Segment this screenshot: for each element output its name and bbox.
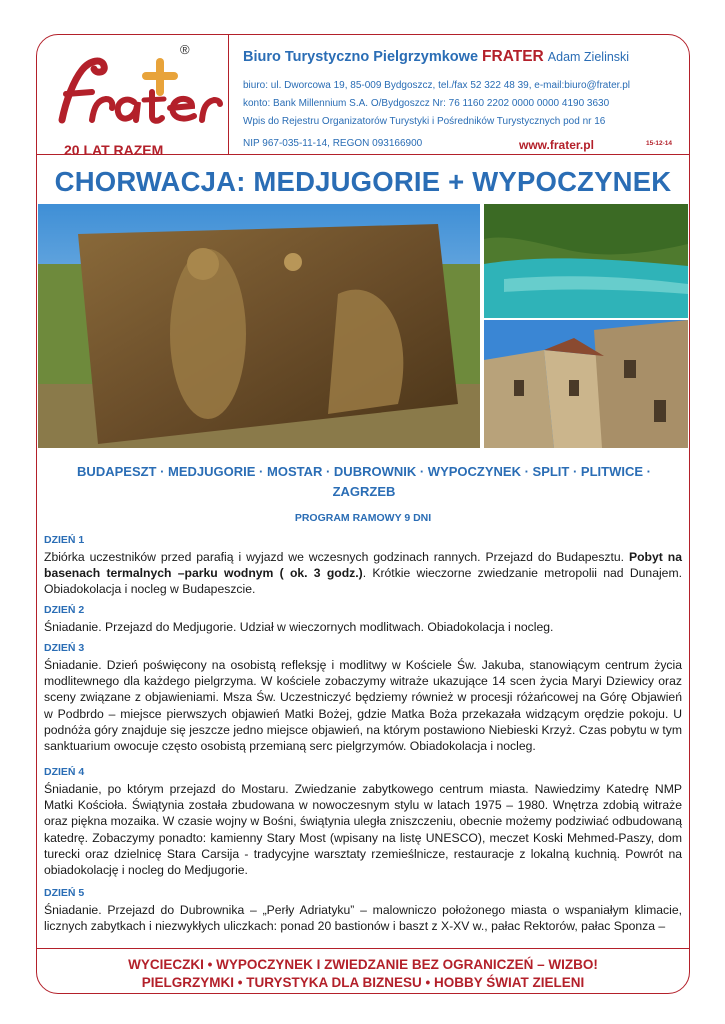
company-name [243,48,629,66]
page-title: CHORWACJA: MEDJUGORIE + WYPOCZYNEK [54,166,672,197]
footer-line-1: WYCIECZKI • WYPOCZYNEK I ZWIEDZANIE BEZ OGRANICZEŃ – WIZBO! [128,957,598,972]
day-heading: DZIEŃ 1 [44,534,85,546]
day-2 [44,604,682,635]
company-prefix: Biuro Turystyczno Pielgrzymkowe [243,49,479,65]
day-3 [44,642,682,754]
day-heading: DZIEŃ 4 [44,766,85,778]
day-description: Zbiórka uczestników przed parafią i wyjazd we wczesnych godzinach rannych. Przejazd do Budapesztu. Pobyt na basenach termalnych –parku wodnym ( ok. 3 godz.). Krótkie wieczorne zwiedzanie metropolii nad Dunajem. Obiadokolacja i nocleg w Budapeszcie. [44,550,682,597]
anniversary-label: 20 LAT RAZEM [64,142,164,158]
footer-line-2: PIELGRZYMKI • TURYSTYKA DLA BIZNESU • HOBBY ŚWIAT ZIELENI [141,975,585,990]
day-description: Śniadanie. Przejazd do Medjugorie. Udział w wieczornych modlitwach. Obiadokolacja i nocleg. [44,620,554,634]
day-5 [44,887,682,934]
register-line: Wpis do Rejestru Organizatorów Turystyki i Pośredników Turystycznych pod nr 16 [243,116,606,127]
lake-photo [484,204,688,318]
frater-logo [52,42,227,137]
company-brand: FRATER [482,48,544,65]
document-date: 15-12-14 [646,140,673,147]
day-description: Śniadanie, po którym przejazd do Mostaru. Zwiedzanie zabytkowego centrum miasta. Nawiedzimy Katedrę NMP Matki Kościoła. Świątynia została zbudowana w nowoczesnym stylu w latach 1975 – 1980. Wnętrza zdobią witraże oraz piękna mozaika. W czasie wojny w Bośni, świątynia uległa zniszczeniu, obecnie możemy podziwiać odbudowaną katedrę. Zobaczymy ponadto: kamienny Stary Most (wpisany na listę UNESCO), meczet Koski Mehmed-Paszy, dom turecki oraz dzielnicę Stara Carsija - tradycyjne warsztaty rzemieślnicze, restauracje z lokalną kuchnią. Powrót na obiadokolację i nocleg do Medjugorie. [44,782,682,878]
route-list: BUDAPESZT · MEDJUGORIE · MOSTAR · DUBROWNIK · WYPOCZYNEK · SPLIT · PLITWICE · ZAGRZEB [77,464,651,499]
registered-mark: ® [180,42,190,57]
bank-line: konto: Bank Millennium S.A. O/Bydgoszcz Nr: 76 1160 2202 0000 0000 4190 3630 [243,98,610,109]
company-owner: Adam Zielinski [547,50,630,64]
day-heading: DZIEŃ 3 [44,642,85,654]
old-town-photo [484,320,688,448]
logo-divider [228,34,229,154]
day-4 [44,766,682,878]
bronze-relief-photo [38,204,480,448]
website-link[interactable]: www.frater.pl [519,138,594,152]
day-description: Śniadanie. Dzień poświęcony na osobistą refleksję i modlitwy w Kościele Św. Jakuba, stanowiącym centrum życia modlitewnego dla każdego pielgrzyma. W kościele zobaczymy witraże ukazujące 14 scen życia Maryi Dziewicy oraz sceny związane z objawieniami. Msza Św. Uczestniczyć będziemy również w procesji różańcowej na Górę Objawień w Podbrdo – miejsce pierwszych objawień Matki Bożej, gdzie Matka Boża przekazała widzącym orędzie pokoju. U podnóża góry znajduje się jeszcze jedno miejsce objawień, na którym postawiono Niebieski Krzyż. Czas pobytu w tym sanktuarium owocuje często osobistą przemianą serc pielgrzymów. Obiadokolacja i nocleg. [44,658,682,754]
program-label: PROGRAM RAMOWY 9 DNI [294,512,432,524]
day-heading: DZIEŃ 5 [44,887,85,899]
day-description: Śniadanie. Przejazd do Dubrownika – „Perły Adriatyku” – malowniczo położonego miasta o wspaniałym klimacie, licznych zabytkach i niezwykłych uliczkach: ponad 20 bastionów i baszt z X-XV w., pałac Rektorów, pałac Sponza – [44,903,682,934]
address-line: biuro: ul. Dworcowa 19, 85-009 Bydgoszcz, tel./fax 52 322 48 39, e-mail:biuro@frater.pl [243,80,631,91]
footer-divider [36,948,690,949]
day-1 [44,534,682,598]
day-heading: DZIEŃ 2 [44,604,85,616]
tax-line: NIP 967-035-11-14, REGON 093166900 [243,138,423,149]
svg-text:frater: frater [52,136,55,137]
